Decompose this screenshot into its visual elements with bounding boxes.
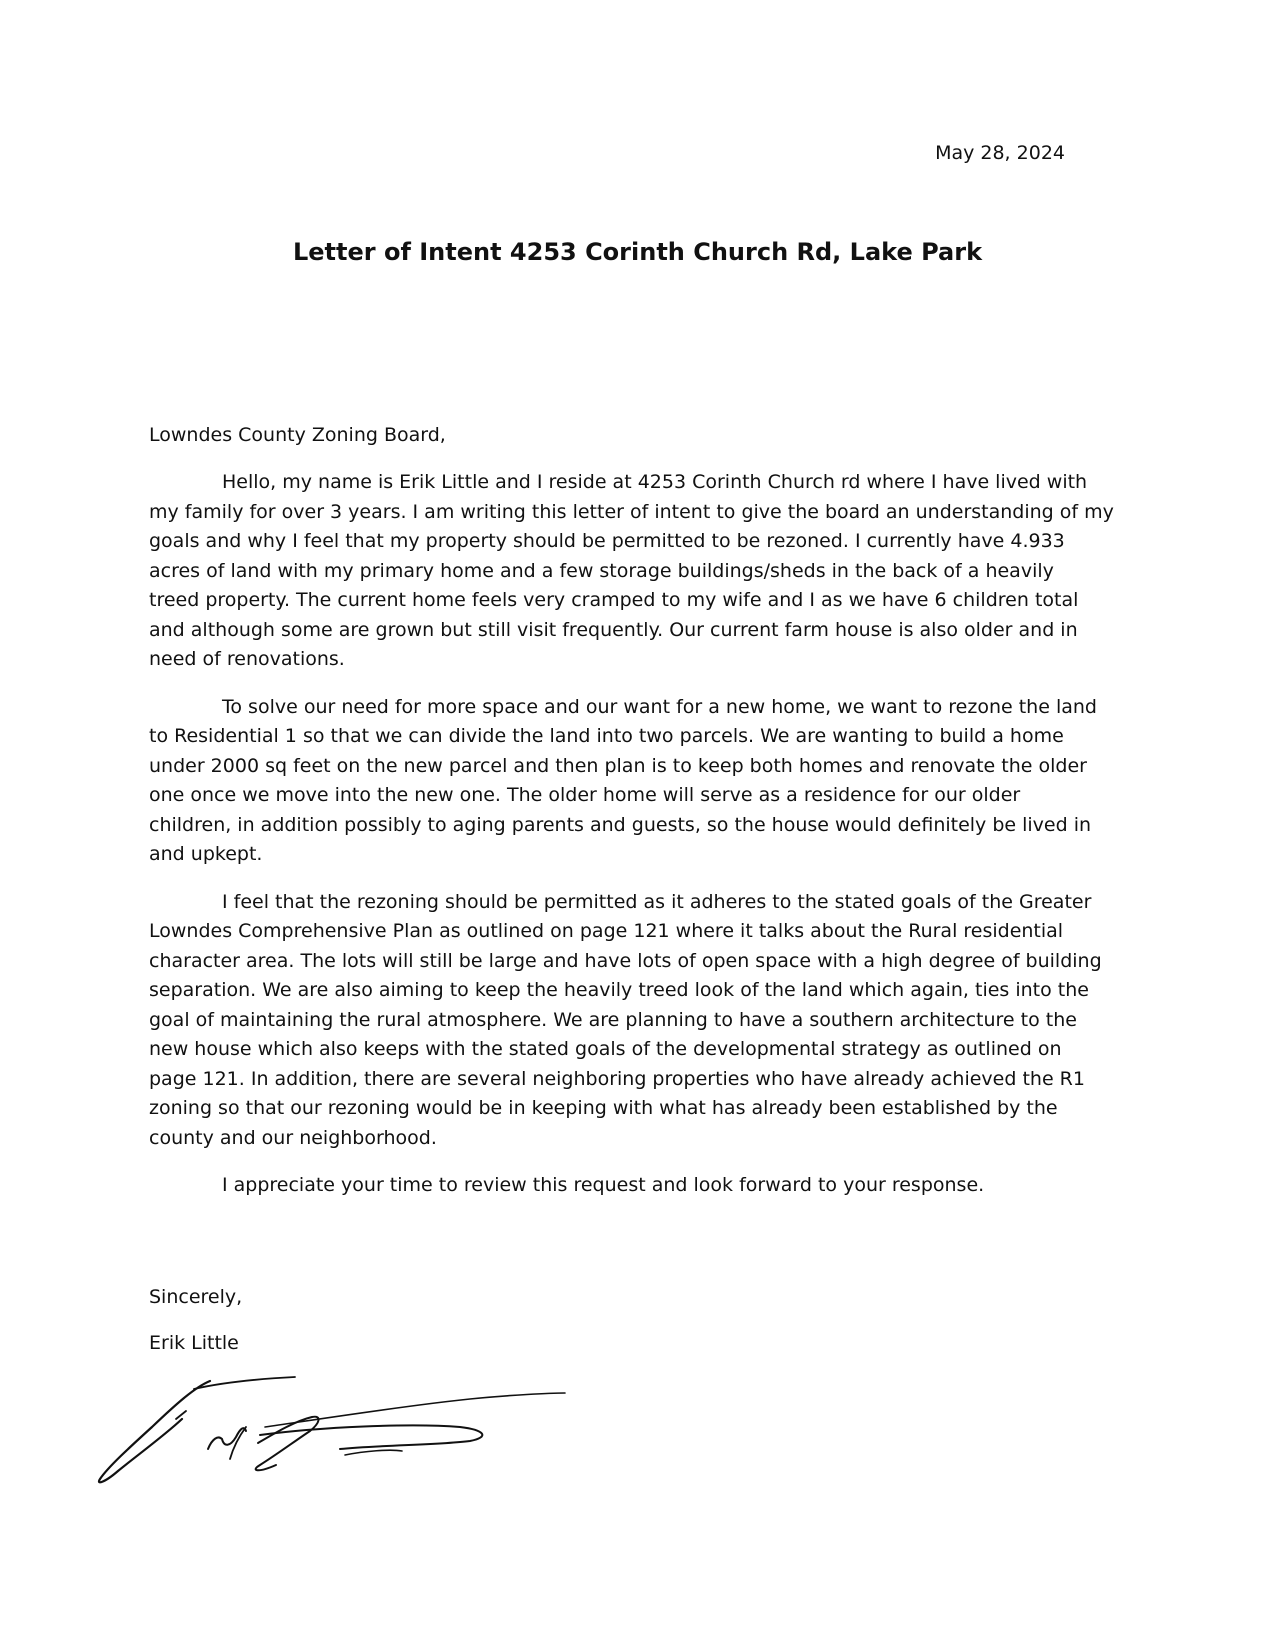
text-line: and although some are grown but still visit frequently. Our current farm house is also older and in — [149, 618, 1078, 641]
text-line: goals and why I feel that my property should be permitted to be rezoned. I currently have 4.933 — [149, 530, 1065, 552]
text-line: to Residential 1 so that we can divide the land into two parcels. We are wanting to build a home — [149, 725, 1064, 747]
text-line: Hello, my name is Erik Little and I reside at 4253 Corinth Church rd where I have lived with — [222, 471, 1088, 493]
text-line: new house which also keeps with the stated goals of the developmental strategy as outlined on — [149, 1038, 1062, 1060]
text-line: children, in addition possibly to aging parents and guests, so the house would definitely be lived in — [149, 813, 1092, 836]
text-line: I appreciate your time to review this request and look forward to your response. — [222, 1174, 985, 1196]
paragraph-proposal — [149, 693, 1126, 870]
paragraph-closing — [149, 1171, 1126, 1201]
text-line: Lowndes Comprehensive Plan as outlined on page 121 where it talks about the Rural residential — [149, 920, 1064, 942]
text-line: I feel that the rezoning should be permitted as it adheres to the stated goals of the Greater — [222, 890, 1092, 913]
text-line: separation. We are also aiming to keep the heavily treed look of the land which again, ties into the — [149, 979, 1089, 1001]
salutation: Lowndes County Zoning Board, — [149, 424, 446, 446]
letter-body — [149, 468, 1126, 1219]
paragraph-intro — [149, 468, 1126, 675]
text-line: acres of land with my primary home and a few storage buildings/sheds in the back of a heavily — [149, 559, 1054, 582]
text-line: To solve our need for more space and our want for a new home, we want to rezone the land — [222, 695, 1097, 718]
text-line: under 2000 sq feet on the new parcel and then plan is to keep both homes and renovate the older — [149, 754, 1087, 777]
letter-date: May 28, 2024 — [935, 142, 1065, 164]
paragraph-justification — [149, 888, 1126, 1154]
text-line: county and our neighborhood. — [149, 1126, 437, 1149]
sender-name: Erik Little — [149, 1332, 239, 1354]
text-line: need of renovations. — [149, 648, 345, 670]
text-line: goal of maintaining the rural atmosphere. We are planning to have a southern architecture to the — [149, 1008, 1077, 1031]
text-line: one once we move into the new one. The older home will serve as a residence for our older — [149, 784, 1021, 806]
text-line: my family for over 3 years. I am writing this letter of intent to give the board an understanding of my — [149, 500, 1114, 523]
text-line: zoning so that our rezoning would be in keeping with what has already been established by the — [149, 1097, 1058, 1119]
text-line: treed property. The current home feels very cramped to my wife and I as we have 6 children total — [149, 589, 1079, 611]
text-line: character area. The lots will still be large and have lots of open space with a high degree of building — [149, 949, 1102, 972]
letter-title: Letter of Intent 4253 Corinth Church Rd, Lake Park — [292, 238, 983, 266]
text-line: page 121. In addition, there are several neighboring properties who have already achieved the R1 — [149, 1067, 1085, 1090]
closing: Sincerely, — [149, 1286, 243, 1308]
text-line: and upkept. — [149, 843, 263, 865]
signature — [90, 1375, 600, 1495]
